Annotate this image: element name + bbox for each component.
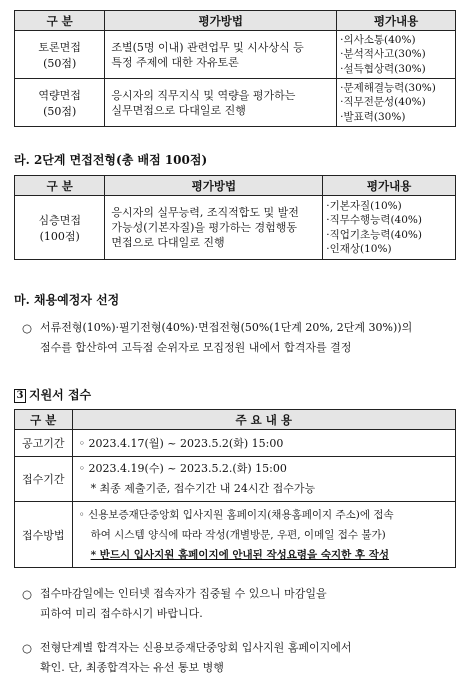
table-header-row <box>15 410 456 430</box>
method-line: 조별(5명 이내) 관련업무 및 시사상식 등 <box>111 40 304 54</box>
section-heading-application <box>14 386 91 403</box>
column-header-category: 구 분 <box>15 11 105 31</box>
row-method <box>105 31 337 79</box>
row-category: 공고기간 <box>15 430 73 457</box>
circle-bullet-icon: ○ <box>22 587 33 601</box>
row-category: 접수기간 <box>15 457 73 502</box>
row-content <box>72 502 455 568</box>
row-eval <box>337 79 456 127</box>
category-score: (50점) <box>43 56 77 70</box>
eval-item: ·직업기초능력(40%) <box>326 228 422 241</box>
emphasis-note-line: * 반드시 입사지원 홈페이지에 안내된 작성요령을 숙지한 후 작성 <box>90 548 390 561</box>
table-header-row <box>15 11 456 31</box>
paragraph-line: 확인. 단, 최종합격자는 유선 통보 병행 <box>40 661 224 674</box>
eval-item: ·직무수행능력(40%) <box>326 214 422 226</box>
column-header-category: 구 분 <box>15 176 105 196</box>
section-number-box: 3 <box>14 389 26 403</box>
eval-item: ·기본자질(10%) <box>326 199 402 212</box>
table-row <box>15 79 456 127</box>
content-line: ◦ 2023.4.19(수) ~ 2023.5.2.(화) 15:00 <box>78 462 287 475</box>
interview-table-stage1 <box>14 10 456 127</box>
category-score: (100점) <box>39 229 80 243</box>
content-line: 하여 시스템 양식에 따라 작성(개별방문, 우편, 이메일 접수 불가) <box>90 528 386 541</box>
table-row <box>15 430 456 457</box>
row-content <box>72 457 455 502</box>
section-title: 지원서 접수 <box>29 388 92 402</box>
row-method <box>105 79 337 127</box>
deadline-note <box>22 584 462 624</box>
circle-bullet-icon: ○ <box>22 641 33 655</box>
table-row <box>15 31 456 79</box>
column-header-method: 평가방법 <box>105 176 323 196</box>
eval-item: ·설득협상력(30%) <box>340 62 426 75</box>
paragraph-line: 서류전형(10%)·필기전형(40%)·면접전형(50%(1단계 20%, 2단계 30%))의 <box>40 321 413 334</box>
method-line: 응시자의 실무능력, 조직적합도 및 발전 <box>111 206 299 219</box>
category-name: 역량면접 <box>38 88 81 102</box>
row-eval <box>323 196 456 260</box>
application-table <box>14 409 456 568</box>
column-header-method: 평가방법 <box>105 11 337 31</box>
category-score: (50점) <box>43 104 77 118</box>
paragraph-line: 접수마감일에는 인터넷 접속자가 집중될 수 있으니 마감일을 <box>40 587 327 600</box>
eval-item: ·직무전문성(40%) <box>340 96 426 109</box>
paragraph-line: 피하여 미리 접수하시기 바랍니다. <box>40 607 203 620</box>
interview-table-stage2 <box>14 175 456 260</box>
row-eval <box>337 31 456 79</box>
row-category <box>15 196 105 260</box>
section-heading-stage2-interview: 라. 2단계 면접전형(총 배점 100점) <box>14 153 208 167</box>
eval-item: ·분석적사고(30%) <box>340 48 426 61</box>
column-header-eval: 평가내용 <box>323 176 456 196</box>
table-row <box>15 502 456 568</box>
column-header-eval: 평가내용 <box>337 11 456 31</box>
table-header-row <box>15 176 456 196</box>
row-category: 접수방법 <box>15 502 73 568</box>
method-line: 특정 주제에 대한 자유토론 <box>111 55 239 69</box>
row-category <box>15 79 105 127</box>
circle-bullet-icon: ○ <box>22 321 33 335</box>
table-row <box>15 196 456 260</box>
method-line: 가능성(기본자질)을 평가하는 경험행동 <box>111 221 298 234</box>
eval-item: ·문제해결능력(30%) <box>340 81 436 94</box>
content-line: ◦ 2023.4.17(월) ~ 2023.5.2(화) 15:00 <box>78 437 284 450</box>
selection-paragraph <box>22 318 462 358</box>
section-heading-selection: 마. 채용예정자 선정 <box>14 293 120 307</box>
row-content <box>72 430 455 457</box>
result-note <box>22 638 462 678</box>
content-line: ◦ 신용보증재단중앙회 입사지원 홈페이지(채용홈페이지 주소)에 접속 <box>78 508 394 521</box>
eval-item: ·인재상(10%) <box>326 243 392 255</box>
row-method <box>105 196 323 260</box>
method-line: 응시자의 직무지식 및 역량을 평가하는 <box>111 88 296 102</box>
paragraph-line: 점수를 합산하여 고득점 순위자로 모집정원 내에서 합격자를 결정 <box>40 341 352 354</box>
note-line: * 최종 제출기준, 접수기간 내 24시간 접수가능 <box>90 482 316 495</box>
category-name: 토론면접 <box>38 40 81 54</box>
eval-item: ·발표력(30%) <box>340 110 406 123</box>
method-line: 면접으로 다대일로 진행 <box>111 236 225 249</box>
paragraph-line: 전형단계별 합격자는 신용보증재단중앙회 입사지원 홈페이지에서 <box>40 641 352 654</box>
eval-item: ·의사소통(40%) <box>340 33 416 46</box>
method-line: 실무면접으로 다대일로 진행 <box>111 103 246 117</box>
column-header-content: 주 요 내 용 <box>72 410 455 430</box>
table-row <box>15 457 456 502</box>
column-header-category: 구 분 <box>15 410 73 430</box>
category-name: 심층면접 <box>38 213 81 227</box>
row-category <box>15 31 105 79</box>
